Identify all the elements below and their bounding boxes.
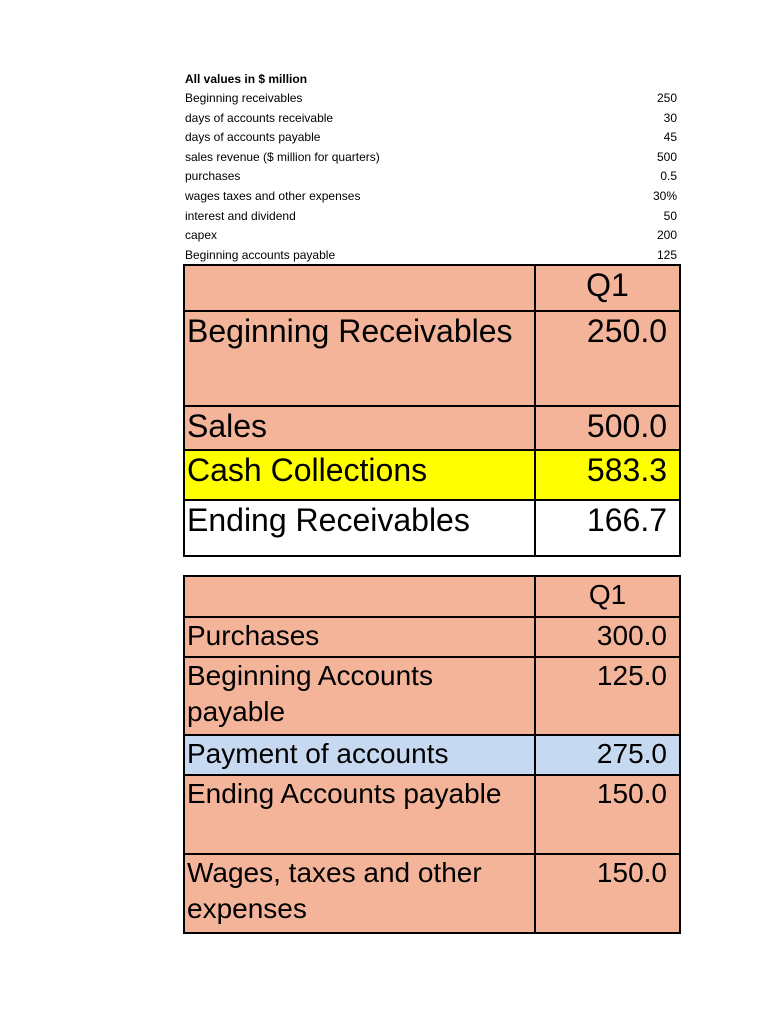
table-row	[184, 854, 680, 933]
table-row	[184, 735, 680, 775]
table-row	[184, 406, 680, 450]
input-label: days of accounts receivable	[185, 110, 334, 125]
row-value-cell[interactable]: 250.0	[535, 311, 680, 406]
row-label-cell[interactable]: Sales	[184, 406, 535, 450]
row-value-cell[interactable]: 500.0	[535, 406, 680, 450]
input-row	[185, 128, 677, 148]
header-label-cell[interactable]	[184, 576, 535, 617]
input-row	[185, 167, 677, 187]
row-value-cell[interactable]: 125.0	[535, 657, 680, 735]
row-label-cell[interactable]: Payment of accounts	[184, 735, 535, 775]
table-row	[184, 617, 680, 657]
row-label-cell[interactable]: Purchases	[184, 617, 535, 657]
input-value: 0.5	[660, 169, 677, 184]
input-row	[185, 226, 677, 246]
receivables-table	[183, 264, 681, 557]
input-label: sales revenue ($ million for quarters)	[185, 149, 380, 164]
input-value: 30%	[652, 188, 677, 203]
row-label-cell[interactable]: Ending Accounts payable	[184, 775, 535, 854]
row-label-cell[interactable]: Ending Receivables	[184, 500, 535, 556]
row-label-cell[interactable]: Beginning Receivables	[184, 311, 535, 406]
row-label-cell[interactable]: Cash Collections	[184, 450, 535, 500]
row-value-cell[interactable]: 150.0	[535, 775, 680, 854]
input-row	[185, 187, 677, 207]
table-header-row	[184, 265, 680, 311]
table-row	[184, 311, 680, 406]
table-row	[184, 450, 680, 500]
input-label: purchases	[185, 169, 241, 184]
input-row	[185, 109, 677, 129]
input-value: 200	[656, 228, 677, 243]
row-value-cell[interactable]: 275.0	[535, 735, 680, 775]
input-row	[185, 207, 677, 227]
units-heading: All values in $ million	[185, 72, 308, 86]
input-row	[185, 246, 677, 266]
table-header-row	[184, 576, 680, 617]
table-row	[184, 657, 680, 735]
payables-table	[183, 575, 681, 934]
input-value: 45	[663, 130, 677, 145]
row-label-cell[interactable]: Beginning Accounts payable	[184, 657, 535, 735]
input-label: Beginning receivables	[185, 91, 303, 105]
input-value: 500	[656, 149, 677, 164]
input-label: interest and dividend	[185, 208, 296, 223]
row-value-cell[interactable]: 150.0	[535, 854, 680, 933]
header-label-cell[interactable]	[184, 265, 535, 311]
row-value-cell[interactable]: 300.0	[535, 617, 680, 657]
input-label: wages taxes and other expenses	[185, 188, 361, 203]
input-label: Beginning accounts payable	[185, 247, 336, 262]
input-value: 250	[656, 91, 677, 105]
quarter-header-cell[interactable]: Q1	[535, 576, 680, 617]
input-label: days of accounts payable	[185, 130, 321, 145]
input-value: 125	[656, 247, 677, 262]
input-value: 50	[663, 208, 677, 223]
input-row	[185, 89, 677, 109]
table-row	[184, 500, 680, 556]
row-value-cell[interactable]: 166.7	[535, 500, 680, 556]
quarter-header-cell[interactable]: Q1	[535, 265, 680, 311]
input-row	[185, 148, 677, 168]
input-assumptions	[185, 70, 677, 265]
row-value-cell[interactable]: 583.3	[535, 450, 680, 500]
table-row	[184, 775, 680, 854]
input-value: 30	[663, 110, 677, 125]
row-label-cell[interactable]: Wages, taxes and other expenses	[184, 854, 535, 933]
input-label: capex	[185, 228, 218, 243]
